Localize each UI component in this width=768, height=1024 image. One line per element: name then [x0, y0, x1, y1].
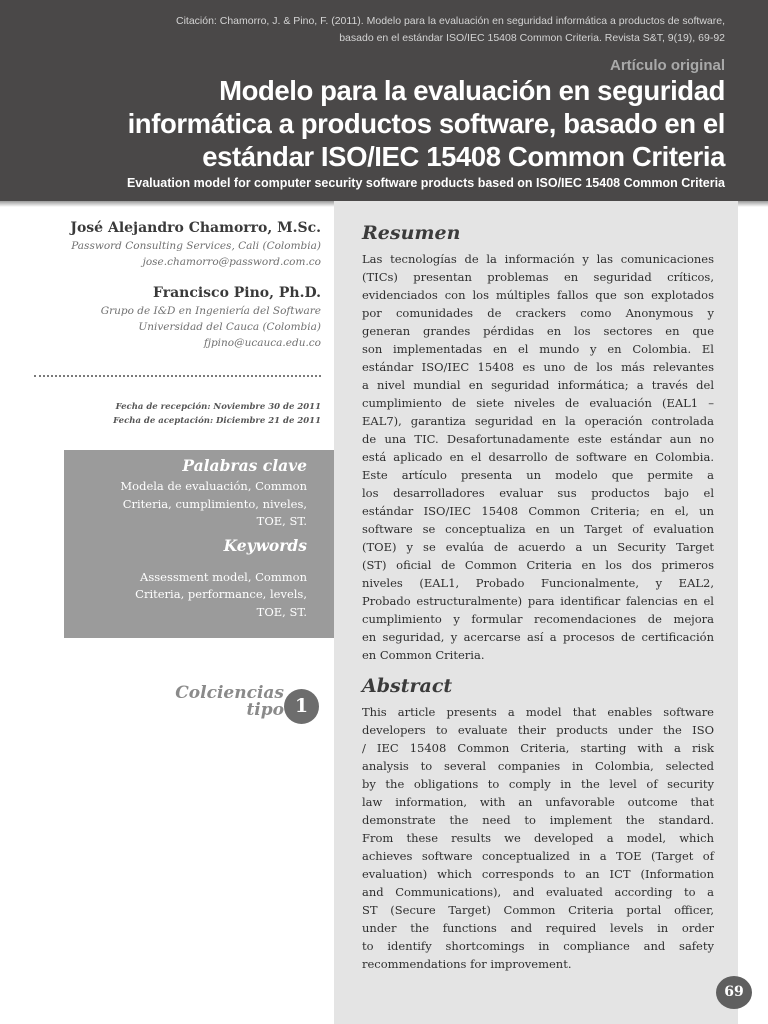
text-line: son implementadas en el mundo y en Colombia. El — [362, 342, 714, 356]
keywords-heading-en: Keywords — [223, 535, 307, 555]
text-line: evaluation) which corresponds to an ICT (Information — [362, 867, 714, 881]
title-line: informática a productos software, basado en el — [127, 108, 725, 139]
abstract-text — [362, 703, 714, 973]
text-line: (TICs) presentan problemas en seguridad críticos, — [362, 270, 714, 284]
keywords-box — [64, 450, 334, 638]
text-line: por comunidades de crackers como Anonymous y — [362, 306, 714, 320]
author-affiliation: Grupo de I&D en Ingeniería del Software — [100, 305, 321, 317]
keywords-es — [74, 478, 307, 531]
citation — [35, 13, 725, 47]
author-email[interactable]: jose.chamorro@password.com.co — [142, 256, 321, 268]
text-line: (ST) oficial de Common Criteria en los dos primeros — [362, 558, 714, 572]
text-line: Este artículo presenta un modelo que permite a — [362, 468, 714, 482]
text-line: under the functions and required levels in order — [362, 921, 714, 935]
author — [30, 218, 321, 270]
text-line: EAL7), garantiza seguridad en la operación controlada — [362, 414, 714, 428]
keywords-heading-es: Palabras clave — [182, 456, 307, 475]
page-number: 69 — [716, 976, 752, 1009]
text-line: a nivel mundial en seguridad informática; a través del — [362, 378, 714, 392]
text-line: ST (Secure Target) Common Criteria portal officer, — [362, 903, 714, 917]
author-affiliation: Password Consulting Services, Cali (Colombia) — [71, 240, 321, 252]
author-affiliation: Universidad del Cauca (Colombia) — [138, 321, 321, 333]
author-name: Francisco Pino, Ph.D. — [153, 285, 321, 301]
text-line: and Communications), and evaluated according to a — [362, 885, 714, 899]
submission-dates — [30, 400, 321, 428]
resumen-text — [362, 250, 714, 664]
keywords-en — [74, 569, 307, 622]
text-line: estándar ISO/IEC 15408 es uno de los más relevantes — [362, 360, 714, 374]
text-line: Las tecnologías de la información y las comunicaciones — [362, 252, 714, 266]
text-line: software se conceptualiza en un Target of evaluation — [362, 522, 714, 536]
text-line: generan grandes pérdidas en los sectores en que — [362, 324, 714, 338]
text-line: cumplimiento de siete niveles de evaluación (EAL1 – — [362, 396, 714, 410]
citation-line: basado en el estándar ISO/IEC 15408 Common Criteria. Revista S&T, 9(19), 69-92 — [339, 32, 725, 44]
text-line: está aplicado en el desarrollo de software en Colombia. — [362, 450, 714, 464]
abstract-heading: Abstract — [362, 675, 453, 697]
text-line: evidenciados con los múltiples fallos que son explotados — [362, 288, 714, 302]
text-line: by the obligations to comply in the level of security — [362, 777, 714, 791]
author-block — [30, 218, 321, 364]
keywords-line: TOE, ST. — [256, 604, 307, 619]
keywords-line: TOE, ST. — [256, 514, 307, 528]
text-line: los desarrolladores evaluar sus productos bajo el — [362, 486, 714, 500]
text-line: recommendations for improvement. — [362, 957, 572, 971]
text-line: / IEC 15408 Common Criteria, starting with a risk — [362, 741, 714, 755]
colciencias-text: Colciencias — [175, 683, 284, 703]
dotted-divider — [34, 375, 321, 377]
article-type: Artículo original — [609, 57, 725, 74]
citation-line: Citación: Chamorro, J. & Pino, F. (2011). Modelo para la evaluación en seguridad informática a productos de software, — [175, 15, 725, 27]
text-line: developers to evaluate their products under the ISO — [362, 723, 714, 737]
text-line: law information, with an unfavorable outcome that — [362, 795, 714, 809]
text-line: en Common Criteria. — [362, 648, 485, 662]
text-line: achieves software conceptualized in a TOE (Target of — [362, 849, 714, 863]
text-line: niveles (EAL1, Probado Funcionalmente, y EAL2, — [362, 576, 714, 590]
text-line: to identify shortcomings in compliance and safety — [362, 939, 714, 953]
keywords-line: Assessment model, Common — [140, 569, 307, 584]
header-band — [0, 0, 768, 201]
text-line: demonstrate the need to implement the standard. — [362, 813, 714, 827]
text-line: estándar ISO/IEC 15408 Common Criteria; en el, un — [362, 504, 714, 518]
text-line: From these results we developed a model, which — [362, 831, 714, 845]
text-line: analysis to several companies in Colombia, selected — [362, 759, 714, 773]
colciencias-label — [150, 685, 284, 719]
colciencias-type-badge: 1 — [284, 689, 319, 724]
keywords-line: Criteria, performance, levels, — [135, 587, 307, 601]
text-line: en seguridad, y acercarse así a procesos de certificación — [362, 630, 714, 644]
author-name: José Alejandro Chamorro, M.Sc. — [70, 220, 321, 236]
text-line: de una TIC. Desafortunadamente este estándar aun no — [362, 432, 714, 446]
received-date: Fecha de recepción: Noviembre 30 de 2011 — [115, 402, 321, 412]
accepted-date: Fecha de aceptación: Diciembre 21 de 2011 — [113, 416, 321, 426]
author-email[interactable]: fjpino@ucauca.edu.co — [203, 337, 321, 349]
article-title — [25, 74, 725, 173]
keywords-line: Criteria, cumplimiento, niveles, — [122, 496, 307, 511]
tipo-text: tipo — [246, 700, 284, 720]
title-line: estándar ISO/IEC 15408 Common Criteria — [202, 141, 725, 172]
text-line: cumplimiento y formular recomendaciones de mejora — [362, 612, 714, 626]
english-title: Evaluation model for computer security software products based on ISO/IEC 15408 Common Criteria — [126, 176, 725, 190]
text-line: This article presents a model that enables software — [362, 705, 714, 719]
resumen-heading: Resumen — [362, 222, 461, 244]
author — [30, 283, 321, 351]
text-line: (TOE) y se evalúa de acuerdo a un Security Target — [362, 540, 714, 554]
keywords-line: Modela de evaluación, Common — [120, 479, 307, 493]
text-line: Probado estructuralmente) para identificar falencias en el — [362, 594, 714, 608]
title-line: Modelo para la evaluación en seguridad — [219, 75, 725, 106]
